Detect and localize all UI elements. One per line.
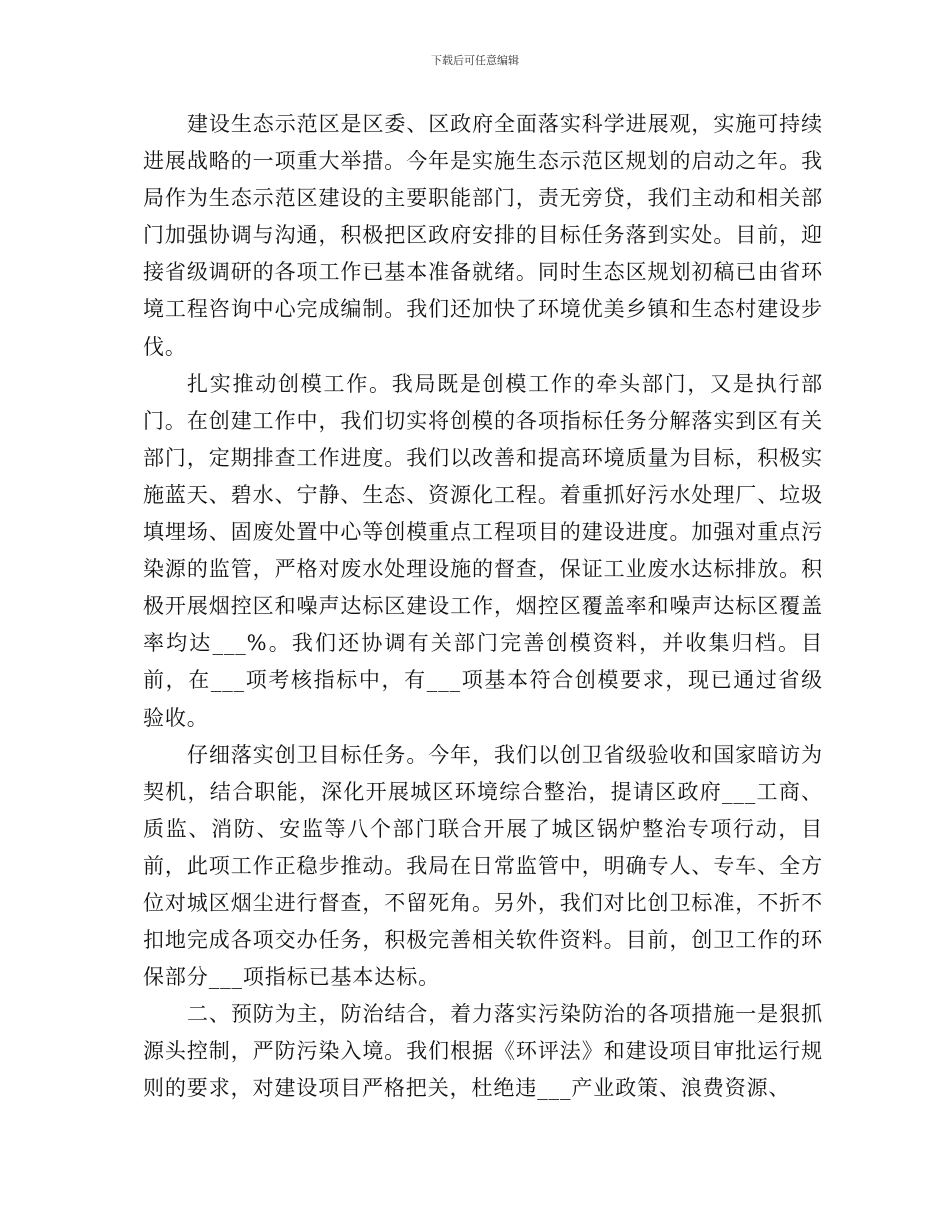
page-header: 下载后可任意编辑 xyxy=(431,54,519,67)
paragraph-model-city-work: 扎实推动创模工作。我局既是创模工作的牵头部门，又是执行部门。在创建工作中，我们切实将创模的各项指标任务分解落实到区有关部门，定期排查工作进度。我们以改善和提高环境质量为目标，积极实施蓝天、碧水、宁静、生态、资源化工程。着重抓好污水处理厂、垃圾填埋场、固废处置中心等创模重点工程项目的建设进度。加强对重点污染源的监管，严格对废水处理设施的督查，保证工业废水达标排放。积极开展烟控区和噪声达标区建设工作，烟控区覆盖率和噪声达标区覆盖率均达___%。我们还协调有关部门完善创模资料，并收集归档。目前，在___项考核指标中，有___项基本符合创模要求，现已通过省级验收。 xyxy=(143,371,823,730)
paragraph-eco-demo-zone: 建设生态示范区是区委、区政府全面落实科学进展观，实施可持续进展战略的一项重大举措。今年是实施生态示范区规划的启动之年。我局作为生态示范区建设的主要职能部门，责无旁贷，我们主动和相关部门加强协调与沟通，积极把区政府安排的目标任务落到实处。目前，迎接省级调研的各项工作已基本准备就绪。同时生态区规划初稿已由省环境工程咨询中心完成编制。我们还加快了环境优美乡镇和生态村建设步伐。 xyxy=(143,112,823,359)
paragraph-pollution-prevention: 二、预防为主，防治结合，着力落实污染防治的各项措施一是狠抓源头控制，严防污染入境。我们根据《环评法》和建设项目审批运行规则的要求，对建设项目严格把关，杜绝违___产业政策、浪费资源、 xyxy=(143,1002,823,1101)
document-body xyxy=(143,106,823,1108)
paragraph-sanitation-goals: 仔细落实创卫目标任务。今年，我们以创卫省级验收和国家暗访为契机，结合职能，深化开展城区环境综合整治，提请区政府___工商、质监、消防、安监等八个部门联合开展了城区锅炉整治专项行动，目前，此项工作正稳步推动。我局在日常监管中，明确专人、专车、全方位对城区烟尘进行督查，不留死角。另外，我们对比创卫标准，不折不扣地完成各项交办任务，积极完善相关软件资料。目前，创卫工作的环保部分___项指标已基本达标。 xyxy=(143,742,823,990)
